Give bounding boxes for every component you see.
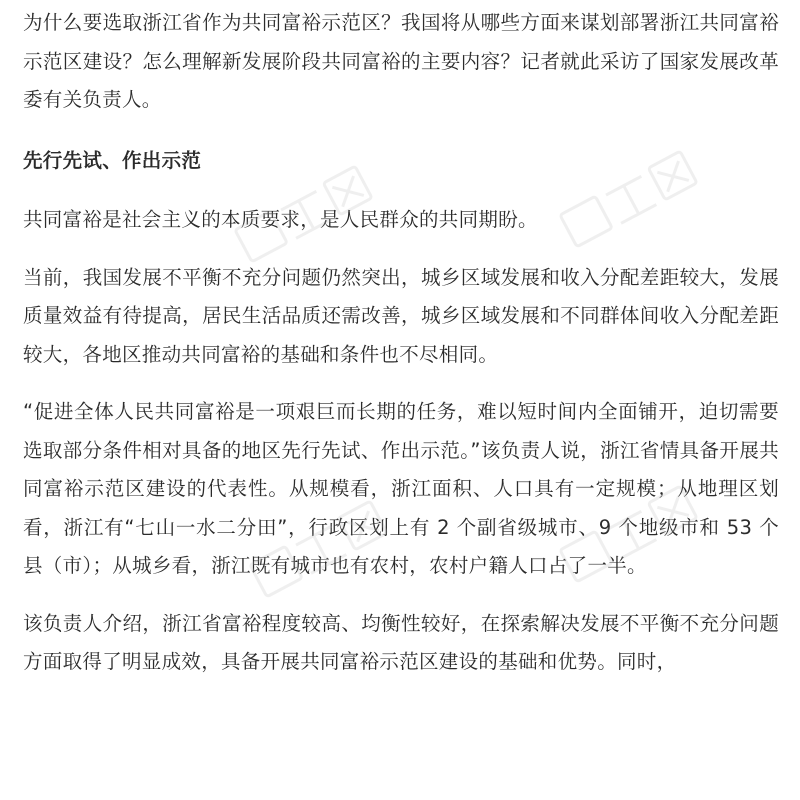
article-paragraph: 当前，我国发展不平衡不充分问题仍然突出，城乡区域发展和收入分配差距较大，发展质量效益有待提高，居民生活品质还需改善，城乡区域发展和不同群体间收入分配差距较大，各地区推动共同富裕的基础和条件也不尽相同。	[23, 265, 779, 366]
article-paragraph: 该负责人介绍，浙江省富裕程度较高、均衡性较好，在探索解决发展不平衡不充分问题方面取得了明显成效，具备开展共同富裕示范区建设的基础和优势。同时，	[23, 611, 779, 673]
article-paragraph: “促进全体人民共同富裕是一项艰巨而长期的任务，难以短时间内全面铺开，迫切需要选取部分条件相对具备的地区先行先试、作出示范。”该负责人说，浙江省情具备开展共同富裕示范区建设的代表性。从规模看，浙江面积、人口具有一定规模；从地理区划看，浙江有“七山一水二分田”，行政区划上有 2 个副省级城市、9 个地级市和 53 个县（市）；从城乡看，浙江既有城市也有农村，农村户籍人口占了一半。	[23, 400, 779, 577]
article-paragraph-intro: 为什么要选取浙江省作为共同富裕示范区？我国将从哪些方面来谋划部署浙江共同富裕示范区建设？怎么理解新发展阶段共同富裕的主要内容？记者就此采访了国家发展改革委有关负责人。	[23, 11, 779, 111]
article-paragraph: 共同富裕是社会主义的本质要求，是人民群众的共同期盼。	[23, 208, 538, 231]
article-body	[23, 4, 779, 682]
section-heading: 先行先试、作出示范	[23, 148, 202, 172]
